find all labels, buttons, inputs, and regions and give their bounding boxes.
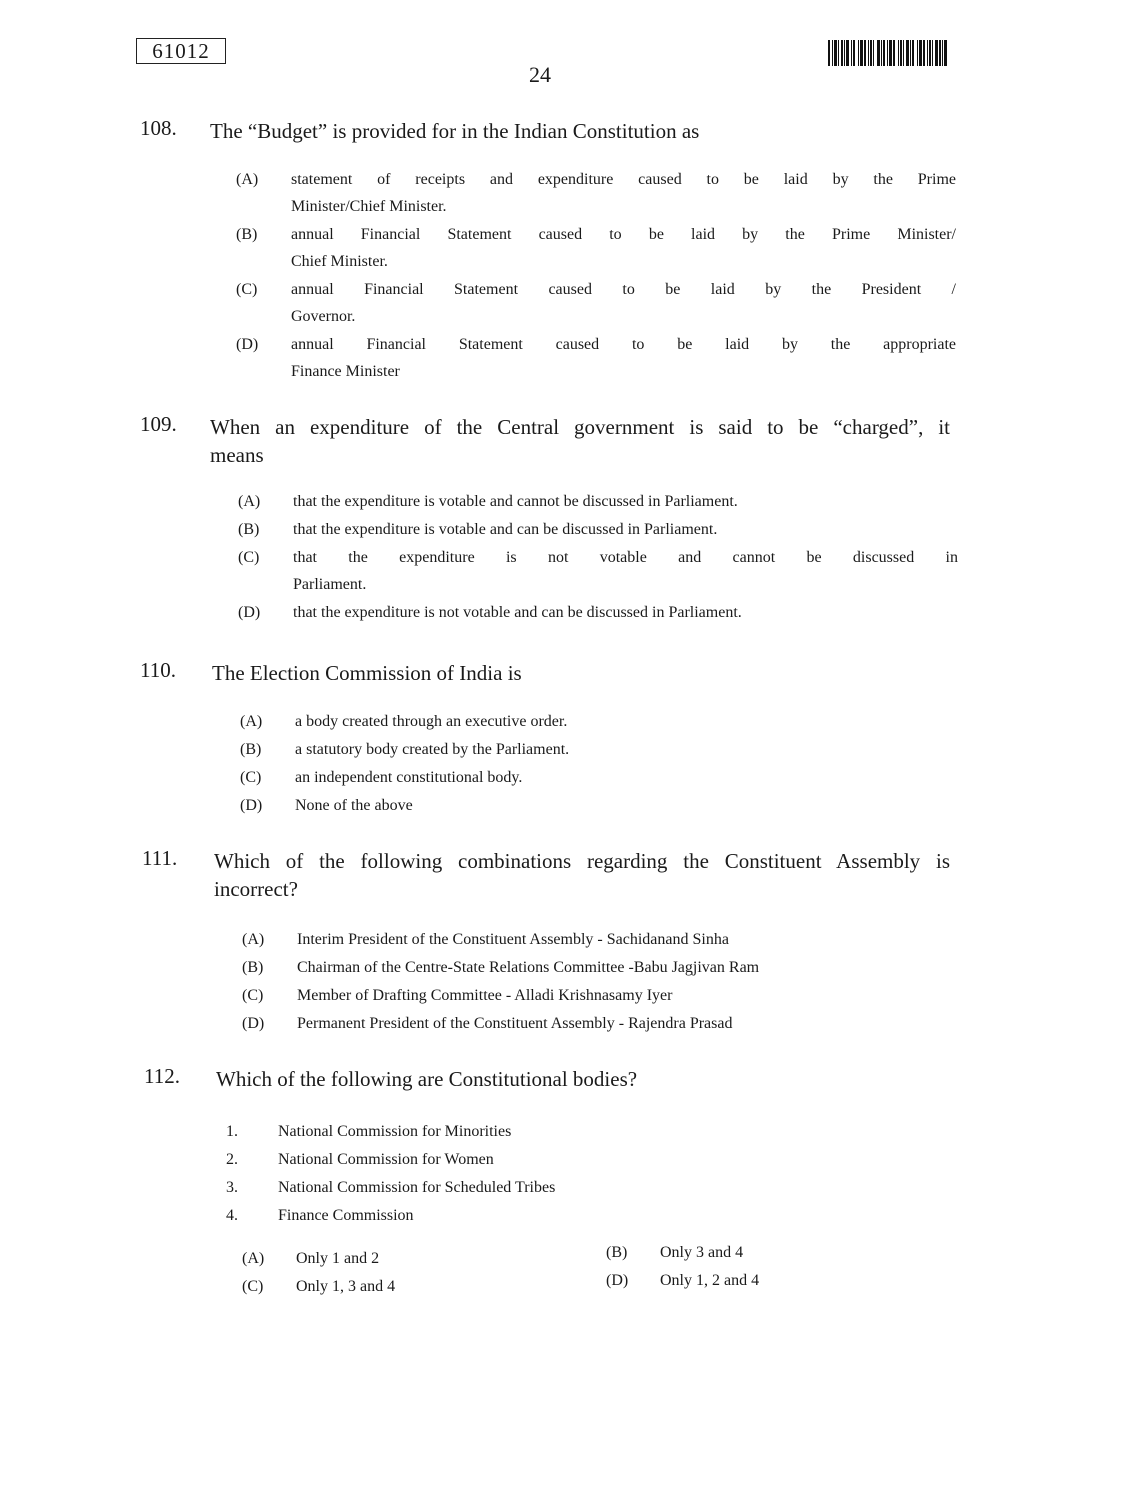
- list-number: 1.: [226, 1123, 238, 1140]
- question-stem: The Election Commission of India is: [212, 661, 522, 685]
- option-label: (D): [242, 1015, 265, 1032]
- option-label: (B): [236, 226, 258, 243]
- list-item: [226, 1202, 826, 1229]
- option-a: [242, 1250, 379, 1268]
- option-label: (C): [240, 769, 262, 786]
- option-d: [238, 599, 958, 626]
- page-number: 24: [529, 62, 551, 87]
- option-b: [236, 221, 956, 275]
- options-row: [242, 1244, 882, 1278]
- option-label: (A): [242, 1250, 265, 1267]
- list-item: [226, 1118, 826, 1145]
- paper-code-box: 61012: [136, 38, 226, 64]
- option-d: [240, 792, 960, 819]
- option-text: Member of Drafting Committee - Alladi Krishnasamy Iyer: [297, 987, 673, 1004]
- option-a: [238, 488, 958, 515]
- option-label: (A): [240, 713, 263, 730]
- question-stem: Which of the following are Constitutional bodies?: [216, 1067, 638, 1091]
- option-text-continued: Parliament.: [293, 576, 367, 593]
- option-d: [242, 1010, 982, 1037]
- option-text: annual Financial Statement caused to be laid by the appropriate: [291, 336, 956, 353]
- option-text: that the expenditure is not votable and can be discussed in Parliament.: [293, 604, 742, 621]
- option-label: (B): [238, 521, 260, 538]
- option-label: (B): [242, 959, 264, 976]
- option-c: [236, 276, 956, 330]
- option-label: (D): [238, 604, 261, 621]
- option-text: that the expenditure is votable and cannot be discussed in Parliament.: [293, 493, 738, 510]
- question-number: 108.: [140, 116, 177, 140]
- option-text: statement of receipts and expenditure caused to be laid by the Prime: [291, 171, 956, 188]
- option-text: Only 1, 2 and 4: [660, 1272, 760, 1289]
- question-stem-continued: incorrect?: [214, 877, 298, 901]
- option-c: [242, 1278, 395, 1296]
- option-c: [240, 764, 960, 791]
- list-text: National Commission for Women: [278, 1151, 494, 1168]
- option-b: [242, 954, 982, 981]
- question-stem: When an expenditure of the Central government is said to be “charged”, it: [210, 415, 950, 439]
- question-number: 109.: [140, 412, 177, 436]
- option-text: Interim President of the Constituent Assembly - Sachidanand Sinha: [297, 931, 729, 948]
- option-label: (C): [236, 281, 258, 298]
- option-label: (D): [236, 336, 259, 353]
- option-text: annual Financial Statement caused to be laid by the Prime Minister/: [291, 226, 956, 243]
- option-text: a statutory body created by the Parliament.: [295, 741, 570, 758]
- question-112-options: [242, 1244, 882, 1306]
- options-row: [242, 1272, 882, 1306]
- option-a: [240, 708, 960, 735]
- question-109-options: [238, 488, 958, 627]
- option-d: [606, 1272, 759, 1290]
- list-item: [226, 1146, 826, 1173]
- list-text: National Commission for Scheduled Tribes: [278, 1179, 556, 1196]
- question-stem: Which of the following combinations regarding the Constituent Assembly is: [214, 849, 950, 873]
- question-stem-continued: means: [210, 443, 264, 467]
- option-label: (D): [240, 797, 263, 814]
- option-a: [236, 166, 956, 220]
- question-number: 111.: [142, 846, 178, 870]
- option-text-continued: Governor.: [291, 308, 356, 325]
- question-108-options: [236, 166, 956, 386]
- list-item: [226, 1174, 826, 1201]
- option-text: Only 1 and 2: [296, 1250, 380, 1267]
- option-text-continued: Finance Minister: [291, 363, 400, 380]
- option-label: (A): [242, 931, 265, 948]
- option-label: (C): [242, 1278, 264, 1295]
- option-text: an independent constitutional body.: [295, 769, 523, 786]
- option-text: that the expenditure is not votable and cannot be discussed in: [293, 549, 958, 566]
- option-text: that the expenditure is votable and can be discussed in Parliament.: [293, 521, 718, 538]
- list-number: 4.: [226, 1207, 238, 1224]
- question-number: 110.: [140, 658, 176, 682]
- option-b: [240, 736, 960, 763]
- option-text: Chairman of the Centre-State Relations Committee -Babu Jagjivan Ram: [297, 959, 760, 976]
- question-112-statements: [226, 1118, 826, 1230]
- option-label: (A): [236, 171, 259, 188]
- option-a: [242, 926, 982, 953]
- option-text: None of the above: [295, 797, 413, 814]
- question-111-options: [242, 926, 982, 1038]
- option-text: Only 3 and 4: [660, 1244, 744, 1261]
- question-110-options: [240, 708, 960, 820]
- option-label: (B): [606, 1244, 628, 1261]
- option-text: a body created through an executive order.: [295, 713, 568, 730]
- option-label: (C): [238, 549, 260, 566]
- option-text-continued: Chief Minister.: [291, 253, 388, 270]
- option-label: (B): [240, 741, 262, 758]
- option-text: Only 1, 3 and 4: [296, 1278, 396, 1295]
- option-text-continued: Minister/Chief Minister.: [291, 198, 447, 215]
- question-stem: The “Budget” is provided for in the Indian Constitution as: [210, 119, 700, 143]
- option-c: [242, 982, 982, 1009]
- list-number: 2.: [226, 1151, 238, 1168]
- option-label: (A): [238, 493, 261, 510]
- question-number: 112.: [144, 1064, 180, 1088]
- barcode-icon: [828, 40, 982, 66]
- list-text: Finance Commission: [278, 1207, 414, 1224]
- list-text: National Commission for Minorities: [278, 1123, 512, 1140]
- option-b: [238, 516, 958, 543]
- option-label: (C): [242, 987, 264, 1004]
- option-text: annual Financial Statement caused to be laid by the President /: [291, 281, 956, 298]
- option-b: [606, 1244, 743, 1262]
- option-d: [236, 331, 956, 385]
- option-label: (D): [606, 1272, 629, 1289]
- option-c: [238, 544, 958, 598]
- list-number: 3.: [226, 1179, 238, 1196]
- option-text: Permanent President of the Constituent Assembly - Rajendra Prasad: [297, 1015, 733, 1032]
